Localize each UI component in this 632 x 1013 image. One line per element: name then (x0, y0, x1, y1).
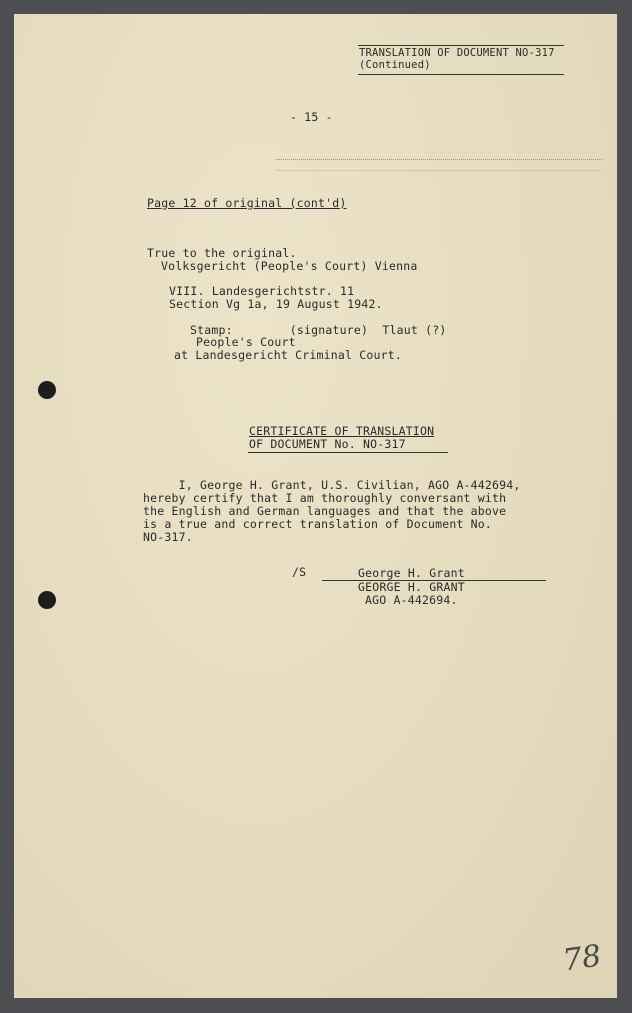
signature-prefix: /S (292, 565, 307, 579)
dotted-separator (276, 159, 602, 171)
header-subtitle: (Continued) (359, 59, 431, 71)
signature-name: George H. Grant (358, 566, 465, 580)
certificate-text-3: the English and German languages and that the above (143, 504, 507, 518)
body-line-1: True to the original. (147, 246, 297, 260)
certificate-title-1: CERTIFICATE OF TRANSLATION (249, 424, 435, 438)
body-line-3: VIII. Landesgerichtstr. 11 (169, 284, 355, 298)
document-page (14, 14, 617, 998)
certificate-text-1: I, George H. Grant, U.S. Civilian, AGO A-442694, (143, 478, 521, 492)
body-line-5: Stamp: (signature) Tlaut (?) (190, 323, 447, 337)
certificate-title-2: OF DOCUMENT No. NO-317 (249, 437, 406, 451)
signature-ago: AGO A-442694. (365, 593, 458, 607)
page-number: - 15 - (290, 110, 333, 124)
certificate-title-rule (248, 452, 448, 453)
certificate-text-5: NO-317. (143, 530, 193, 544)
punch-hole-bottom (38, 591, 56, 609)
punch-hole-top (38, 381, 56, 399)
body-line-7: at Landesgericht Criminal Court. (174, 348, 402, 362)
handwritten-page-mark: 78 (560, 938, 604, 979)
body-line-4: Section Vg 1a, 19 August 1942. (169, 297, 383, 311)
signature-name-caps: GEORGE H. GRANT (358, 580, 465, 594)
header-top-rule (358, 45, 564, 46)
certificate-text-2: hereby certify that I am thoroughly conversant with (143, 491, 507, 505)
certificate-text-4: is a true and correct translation of Document No. (143, 517, 493, 531)
page-reference: Page 12 of original (cont'd) (147, 196, 347, 210)
body-line-6: People's Court (196, 335, 296, 349)
header-title: TRANSLATION OF DOCUMENT NO-317 (359, 47, 555, 59)
body-line-2: Volksgericht (People's Court) Vienna (161, 259, 418, 273)
header-bottom-rule (358, 74, 564, 75)
